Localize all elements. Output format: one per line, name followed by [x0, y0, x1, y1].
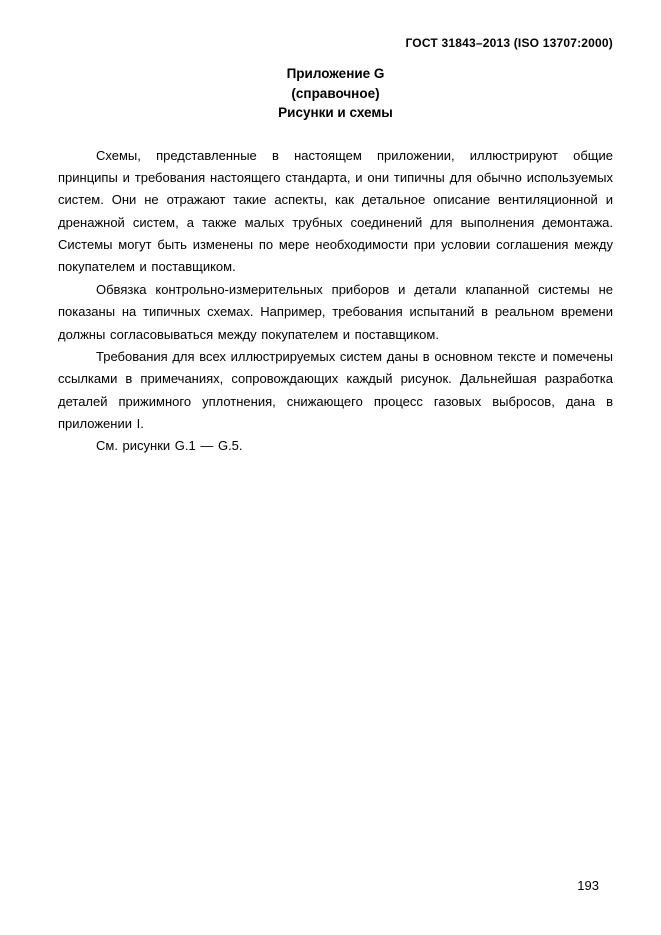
appendix-title-block [58, 64, 613, 123]
appendix-title-line2: (справочное) [291, 85, 380, 101]
appendix-title-line3: Рисунки и схемы [278, 105, 393, 121]
document-header-standard-number: ГОСТ 31843–2013 (ISO 13707:2000) [405, 36, 613, 50]
document-body [58, 145, 613, 458]
appendix-title-line1: Приложение G [286, 66, 385, 81]
paragraph-4-figure-reference: См. рисунки G.1 — G.5. [96, 438, 243, 454]
paragraph-2: Обвязка контрольно-измерительных приборов и детали клапанной системы не показаны на типичных схемах. Например, требования испытаний в реальном времени должны согласовываться между покупателем и поставщиком. [58, 281, 613, 342]
paragraph-3: Требования для всех иллюстрируемых систем даны в основном тексте и помечены ссылками в примечаниях, сопровождающих каждый рисунок. Дальнейшая разработка деталей прижимного уплотнения, снижающего процесс газовых выбросов, дана в приложении I. [58, 348, 613, 431]
page-number: 193 [577, 878, 599, 893]
paragraph-1: Схемы, представленные в настоящем приложении, иллюстрируют общие принципы и требования настоящего стандарта, и они типичны для обычно используемых систем. Они не отражают такие аспекты, как детальное описание вентиляционной и дренажной систем, а также малых трубных соединений для выполнения демонтажа. Системы могут быть изменены по мере необходимости при условии соглашения между покупателем и поставщиком. [58, 147, 613, 275]
